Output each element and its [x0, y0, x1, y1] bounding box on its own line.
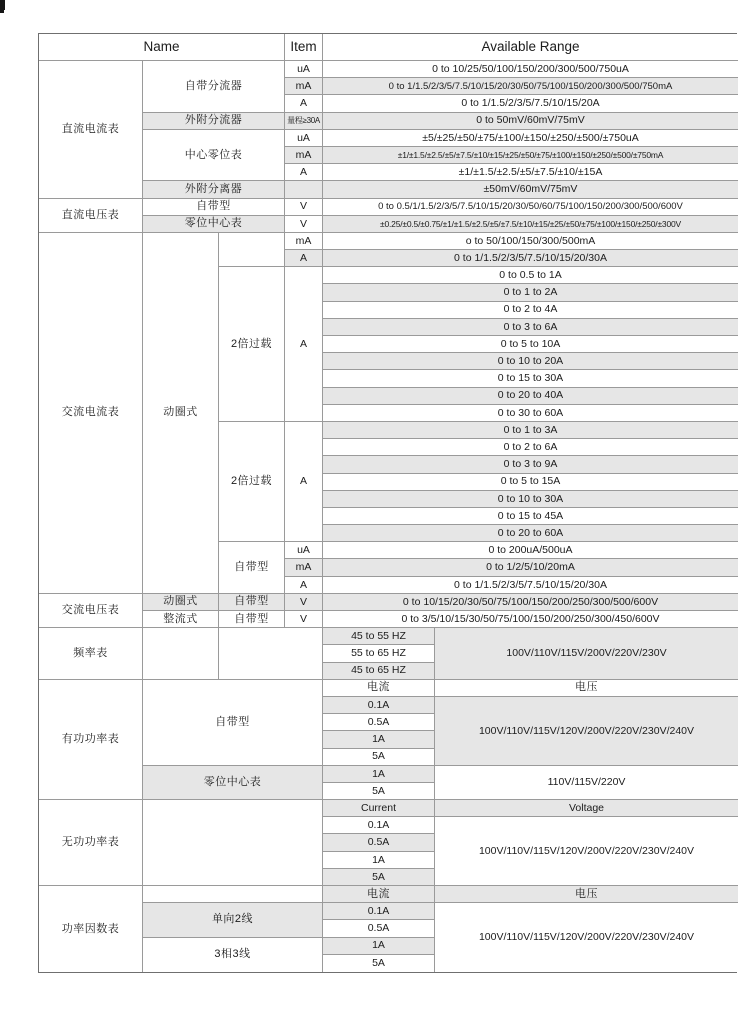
- table-cell: 0 to 15 to 30A: [323, 370, 738, 387]
- table-cell: Voltage: [435, 800, 738, 817]
- table-cell: 单向2线: [143, 903, 323, 937]
- table-cell: 100V/110V/115V/120V/200V/220V/230V/240V: [435, 817, 738, 886]
- spec-table: [38, 33, 737, 973]
- table-cell: 0 to 1 to 3A: [323, 422, 738, 439]
- table-cell: 0 to 5 to 15A: [323, 474, 738, 491]
- table-cell: 自带型: [219, 594, 285, 611]
- table-cell: 0 to 3 to 6A: [323, 319, 738, 336]
- table-cell: 110V/115V/220V: [435, 766, 738, 800]
- table-cell: 45 to 55 HZ: [323, 628, 435, 645]
- table-cell: A: [285, 422, 323, 542]
- table-cell: 0 to 2 to 4A: [323, 302, 738, 319]
- table-cell: Current: [323, 800, 435, 817]
- table-cell: 0.1A: [323, 903, 435, 920]
- table-cell-empty: [143, 886, 323, 903]
- table-cell: 0 to 1/1.5/2/3/5/7.5/10/15/20/30/50/75/100/150/200/300/500/750mA: [323, 78, 738, 95]
- table-cell: mA: [285, 78, 323, 95]
- section-label-cell: 有功功率表: [39, 680, 143, 800]
- table-cell: 55 to 65 HZ: [323, 645, 435, 662]
- table-cell: 100V/110V/115V/120V/200V/220V/230V/240V: [435, 697, 738, 766]
- table-cell: V: [285, 199, 323, 216]
- table-cell: mA: [285, 147, 323, 164]
- table-cell: A: [285, 267, 323, 422]
- table-cell: mA: [285, 233, 323, 250]
- table-cell: 自带型: [143, 199, 285, 216]
- table-cell: 零位中心表: [143, 216, 285, 233]
- table-cell: V: [285, 611, 323, 628]
- col-header-available-range: Available Range: [323, 34, 738, 61]
- section-label-cell: 交流电压表: [39, 594, 143, 628]
- table-cell: uA: [285, 130, 323, 147]
- table-cell: 0 to 2 to 6A: [323, 439, 738, 456]
- table-cell: 100V/110V/115V/200V/220V/230V: [435, 628, 738, 680]
- table-cell: 1A: [323, 938, 435, 955]
- table-cell-empty: [143, 628, 219, 680]
- table-cell: 零位中心表: [143, 766, 323, 800]
- table-cell: 5A: [323, 955, 435, 972]
- table-cell: 0 to 10 to 20A: [323, 353, 738, 370]
- section-label-cell: 直流电压表: [39, 199, 143, 233]
- table-cell: V: [285, 594, 323, 611]
- table-cell: 0.1A: [323, 697, 435, 714]
- table-cell: 0 to 200uA/500uA: [323, 542, 738, 559]
- table-cell: ±1/±1.5/±2.5/±5/±7.5/±10/±15A: [323, 164, 738, 181]
- table-cell: 自带分流器: [143, 61, 285, 113]
- table-cell: 0.5A: [323, 714, 435, 731]
- table-cell: 0 to 10 to 30A: [323, 491, 738, 508]
- table-cell: 0 to 10/15/20/30/50/75/100/150/200/250/300/500/600V: [323, 594, 738, 611]
- table-cell: A: [285, 95, 323, 112]
- table-cell: 0 to 3/5/10/15/30/50/75/100/150/200/250/300/450/600V: [323, 611, 738, 628]
- table-cell: 0 to 10/25/50/100/150/200/300/500/750uA: [323, 61, 738, 78]
- table-cell: 电流: [323, 886, 435, 903]
- section-label-cell: 频率表: [39, 628, 143, 680]
- table-cell-empty: [219, 233, 285, 267]
- table-cell: 0 to 30 to 60A: [323, 405, 738, 422]
- table-cell: A: [285, 164, 323, 181]
- table-cell: ±1/±1.5/±2.5/±5/±7.5/±10/±15/±25/±50/±75/±100/±150/±250/±500/±750mA: [323, 147, 738, 164]
- table-cell: 0 to 1/2/5/10/20mA: [323, 559, 738, 576]
- table-cell: 0 to 0.5/1/1.5/2/3/5/7.5/10/15/20/30/50/60/75/100/150/200/300/500/600V: [323, 199, 738, 216]
- section-label-cell: 直流电流表: [39, 61, 143, 199]
- table-cell: 5A: [323, 869, 435, 886]
- table-cell: mA: [285, 559, 323, 576]
- table-cell: V: [285, 216, 323, 233]
- table-cell: 电压: [435, 886, 738, 903]
- table-cell-empty: [219, 628, 323, 680]
- table-cell: 0 to 20 to 40A: [323, 388, 738, 405]
- table-cell: o to 50/100/150/300/500mA: [323, 233, 738, 250]
- table-cell: 0 to 15 to 45A: [323, 508, 738, 525]
- table-cell: A: [285, 250, 323, 267]
- table-cell: 整流式: [143, 611, 219, 628]
- table-cell: 1A: [323, 852, 435, 869]
- table-cell: 45 to 65 HZ: [323, 663, 435, 680]
- table-cell: 动圈式: [143, 233, 219, 594]
- table-cell: 0 to 1 to 2A: [323, 284, 738, 301]
- table-cell: uA: [285, 61, 323, 78]
- table-cell: 量程≥30A: [285, 113, 323, 130]
- table-cell: 2倍过载: [219, 267, 285, 422]
- table-cell: 0 to 20 to 60A: [323, 525, 738, 542]
- table-cell: 0 to 1/1.5/2/3/5/7.5/10/15/20/30A: [323, 577, 738, 594]
- table-cell: 3相3线: [143, 938, 323, 972]
- table-cell: 自带型: [143, 680, 323, 766]
- table-cell: 1A: [323, 731, 435, 748]
- table-cell: A: [285, 577, 323, 594]
- scan-artifact: [0, 0, 4, 13]
- section-label-cell: 无功功率表: [39, 800, 143, 886]
- table-cell: 自带型: [219, 611, 285, 628]
- col-header-name: Name: [39, 34, 285, 61]
- table-cell: 0 to 0.5 to 1A: [323, 267, 738, 284]
- table-cell: 0 to 5 to 10A: [323, 336, 738, 353]
- table-cell: 100V/110V/115V/120V/200V/220V/230V/240V: [435, 903, 738, 972]
- table-cell: 电流: [323, 680, 435, 697]
- table-cell: ±50mV/60mV/75mV: [323, 181, 738, 198]
- table-cell: 0 to 1/1.5/2/3/5/7.5/10/15/20/30A: [323, 250, 738, 267]
- table-cell: 电压: [435, 680, 738, 697]
- table-cell: 1A: [323, 766, 435, 783]
- table-cell: 外附分流器: [143, 113, 285, 130]
- table-cell-empty: [143, 800, 323, 886]
- table-cell: 动圈式: [143, 594, 219, 611]
- table-cell: 5A: [323, 783, 435, 800]
- table-cell-empty: [285, 181, 323, 198]
- table-cell: 0 to 50mV/60mV/75mV: [323, 113, 738, 130]
- table-cell: 0.5A: [323, 834, 435, 851]
- section-label-cell: 交流电流表: [39, 233, 143, 594]
- table-cell: ±5/±25/±50/±75/±100/±150/±250/±500/±750uA: [323, 130, 738, 147]
- table-cell: 0.5A: [323, 920, 435, 937]
- table-cell: uA: [285, 542, 323, 559]
- section-label-cell: 功率因数表: [39, 886, 143, 972]
- table-cell: 5A: [323, 749, 435, 766]
- table-cell: 外附分离器: [143, 181, 285, 198]
- table-cell: 0 to 3 to 9A: [323, 456, 738, 473]
- table-cell: 2倍过载: [219, 422, 285, 542]
- table-cell: 自带型: [219, 542, 285, 594]
- table-cell: 0.1A: [323, 817, 435, 834]
- table-cell: ±0.25/±0.5/±0.75/±1/±1.5/±2.5/±5/±7.5/±10/±15/±25/±50/±75/±100/±150/±250/±300V: [323, 216, 738, 233]
- col-header-item: Item: [285, 34, 323, 61]
- table-cell: 0 to 1/1.5/2/3/5/7.5/10/15/20A: [323, 95, 738, 112]
- table-cell: 中心零位表: [143, 130, 285, 182]
